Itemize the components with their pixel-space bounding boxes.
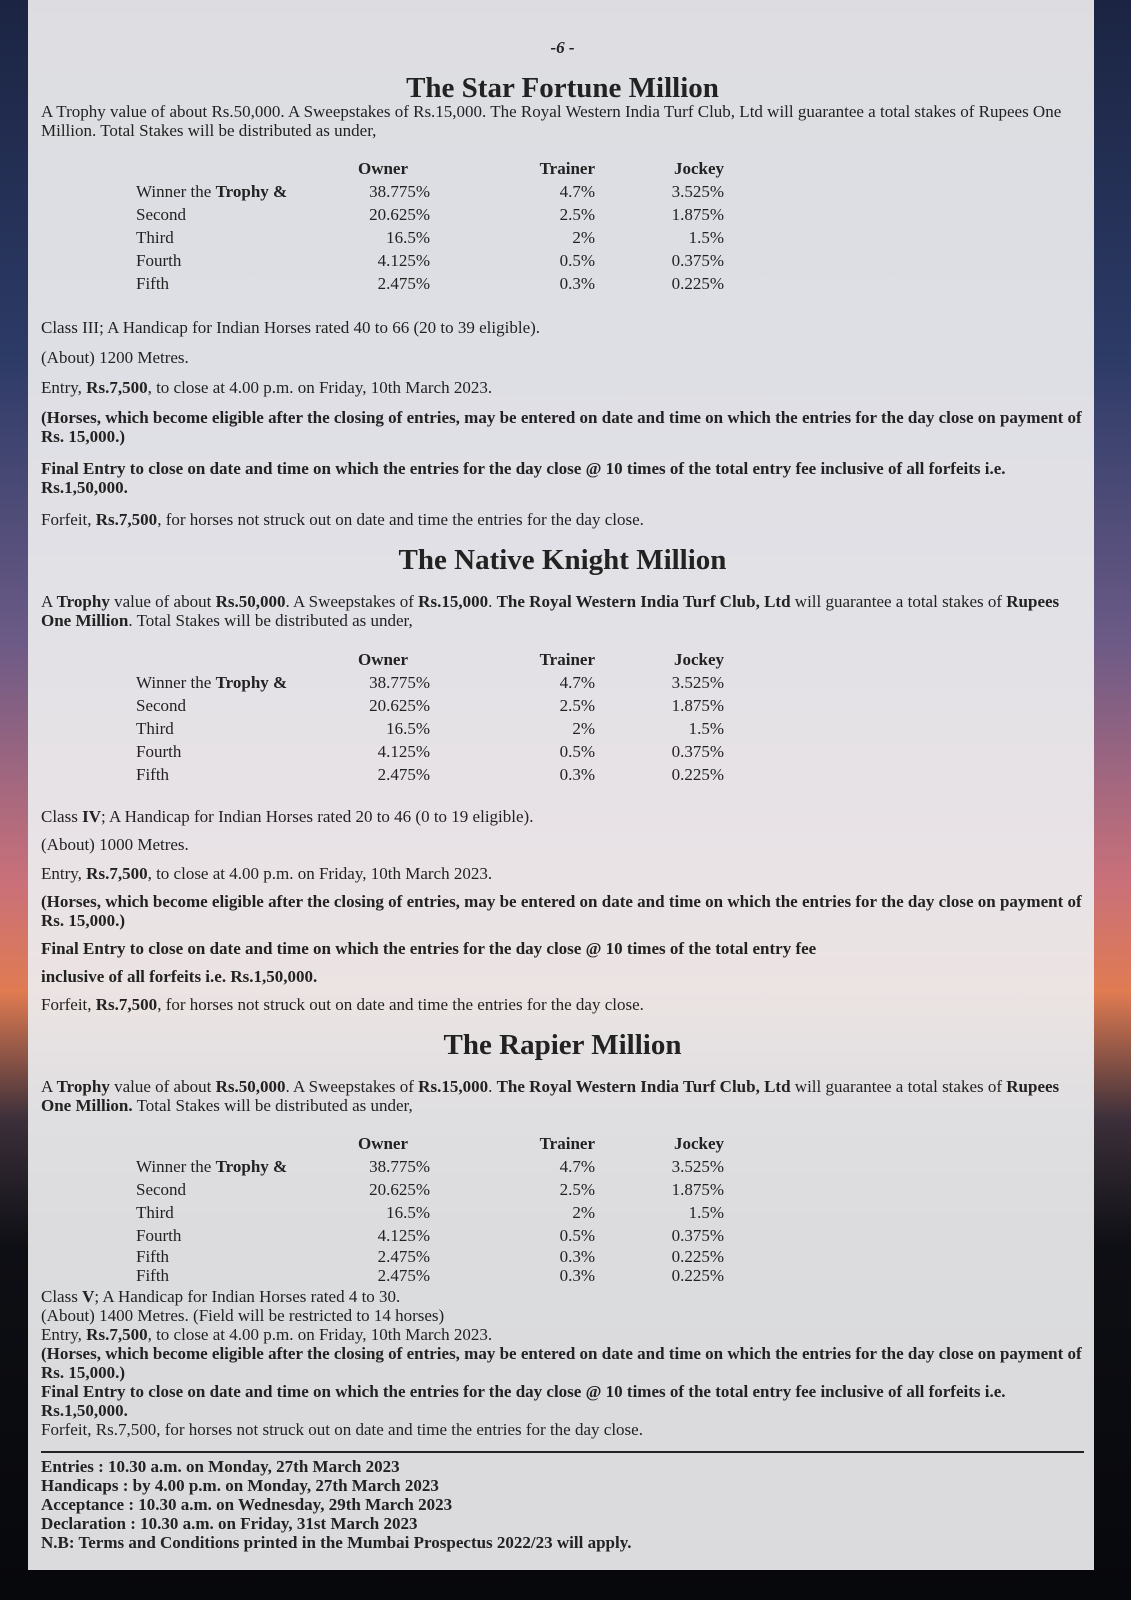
header-owner: Owner	[357, 650, 409, 669]
table-row	[136, 226, 724, 249]
jockey-cell: 1.5%	[688, 719, 724, 738]
position-cell: Winner the Trophy &	[136, 1157, 288, 1176]
trainer-cell: 2%	[572, 1203, 595, 1222]
position-cell: Fourth	[136, 1226, 182, 1245]
table-row	[136, 1224, 724, 1247]
trainer-cell: 0.3%	[559, 1247, 595, 1266]
race-class: Class IV; A Handicap for Indian Horses rated 20 to 46 (0 to 19 eligible).	[41, 807, 534, 826]
stakes-header-row	[136, 648, 724, 671]
jockey-cell: 0.375%	[671, 251, 724, 270]
race-entry: Entry, Rs.7,500, to close at 4.00 p.m. on Friday, 10th March 2023.	[41, 378, 493, 397]
position-cell: Winner the Trophy &	[136, 182, 288, 201]
header-blank	[136, 157, 336, 180]
schedule-note: N.B: Terms and Conditions printed in the Mumbai Prospectus 2022/23 will apply.	[41, 1533, 632, 1552]
final-entry-cont: inclusive of all forfeits i.e. Rs.1,50,000.	[41, 967, 318, 986]
jockey-cell: 0.225%	[671, 1266, 724, 1285]
table-row	[136, 694, 724, 717]
final-entry: Final Entry to close on date and time on which the entries for the day close @ 10 times of the total entry fee inclusive of all forfeits i.e. Rs.1,50,000.	[41, 1382, 1006, 1420]
position-cell: Fifth	[136, 765, 170, 784]
race-forfeit: Forfeit, Rs.7,500, for horses not struck out on date and time the entries for the day close.	[41, 1420, 643, 1439]
table-row	[136, 1247, 724, 1267]
race-title: The Native Knight Million	[398, 544, 727, 576]
position-cell: Third	[136, 719, 174, 738]
jockey-cell: 1.5%	[688, 1203, 724, 1222]
eligible-note: (Horses, which become eligible after the closing of entries, may be entered on date and time on which the entries for the day close on payment of Rs. 15,000.)	[41, 892, 1082, 930]
table-row	[136, 249, 724, 272]
header-trainer: Trainer	[539, 159, 595, 178]
eligible-note: (Horses, which become eligible after the closing of entries, may be entered on date and time on which the entries for the day close on payment of Rs. 15,000.)	[41, 408, 1082, 446]
position-cell: Second	[136, 1180, 187, 1199]
trainer-cell: 0.3%	[559, 765, 595, 784]
owner-cell: 4.125%	[377, 742, 430, 761]
schedule-handicaps: Handicaps : by 4.00 p.m. on Monday, 27th March 2023	[41, 1476, 439, 1495]
jockey-cell: 0.375%	[671, 1226, 724, 1245]
jockey-cell: 1.875%	[671, 1180, 724, 1199]
final-entry: Final Entry to close on date and time on which the entries for the day close @ 10 times of the total entry fee	[41, 939, 817, 958]
stakes-table	[136, 157, 724, 295]
owner-cell: 2.475%	[377, 274, 430, 293]
table-row	[136, 1155, 724, 1178]
header-blank	[136, 1132, 336, 1155]
position-cell: Fourth	[136, 251, 182, 270]
race-intro: A Trophy value of about Rs.50,000. A Sweepstakes of Rs.15,000. The Royal Western India Turf Club, Ltd will guarantee a total stakes of Rupees One Million. Total Stakes will be distributed as under,	[41, 102, 1062, 140]
header-trainer: Trainer	[539, 1134, 595, 1153]
header-blank	[136, 648, 336, 671]
stakes-header-row	[136, 1132, 724, 1155]
race-intro: A Trophy value of about Rs.50,000. A Sweepstakes of Rs.15,000. The Royal Western India Turf Club, Ltd will guarantee a total stakes of Rupees One Million. Total Stakes will be distributed as under,	[41, 1077, 1060, 1115]
position-cell: Fifth	[136, 274, 170, 293]
owner-cell: 2.475%	[377, 765, 430, 784]
table-row	[136, 763, 724, 786]
table-row	[136, 740, 724, 763]
position-cell: Winner the Trophy &	[136, 673, 288, 692]
jockey-cell: 0.225%	[671, 274, 724, 293]
race-distance: (About) 1400 Metres. (Field will be restricted to 14 horses)	[41, 1306, 445, 1325]
position-cell: Third	[136, 1203, 174, 1222]
table-row	[136, 717, 724, 740]
trainer-cell: 0.5%	[559, 1226, 595, 1245]
table-row	[136, 272, 724, 295]
race-forfeit: Forfeit, Rs.7,500, for horses not struck out on date and time the entries for the day close.	[41, 510, 644, 529]
position-cell: Fourth	[136, 742, 182, 761]
race-class: Class V; A Handicap for Indian Horses rated 4 to 30.	[41, 1287, 401, 1306]
stakes-table	[136, 648, 724, 786]
position-cell: Fifth	[136, 1247, 170, 1266]
position-cell: Third	[136, 228, 174, 247]
table-row	[136, 1267, 724, 1284]
trainer-cell: 0.5%	[559, 742, 595, 761]
table-row	[136, 203, 724, 226]
trainer-cell: 2.5%	[559, 1180, 595, 1199]
race-intro: A Trophy value of about Rs.50,000. A Sweepstakes of Rs.15,000. The Royal Western India Turf Club, Ltd will guarantee a total stakes of Rupees One Million. Total Stakes will be distributed as under,	[41, 592, 1060, 630]
trainer-cell: 2.5%	[559, 205, 595, 224]
trainer-cell: 4.7%	[559, 182, 595, 201]
owner-cell: 20.625%	[369, 696, 430, 715]
race-title: The Star Fortune Million	[406, 72, 719, 104]
header-jockey: Jockey	[673, 650, 724, 669]
trainer-cell: 2%	[572, 228, 595, 247]
race-title: The Rapier Million	[443, 1029, 682, 1061]
race-distance: (About) 1200 Metres.	[41, 348, 189, 367]
final-entry: Final Entry to close on date and time on which the entries for the day close @ 10 times of the total entry fee inclusive of all forfeits i.e. Rs.1,50,000.	[41, 459, 1006, 497]
owner-cell: 38.775%	[369, 673, 430, 692]
header-trainer: Trainer	[539, 650, 595, 669]
jockey-cell: 1.5%	[688, 228, 724, 247]
jockey-cell: 0.225%	[671, 765, 724, 784]
owner-cell: 38.775%	[369, 182, 430, 201]
jockey-cell: 3.525%	[671, 673, 724, 692]
owner-cell: 20.625%	[369, 205, 430, 224]
eligible-note: (Horses, which become eligible after the closing of entries, may be entered on date and time on which the entries for the day close on payment of Rs. 15,000.)	[41, 1344, 1082, 1382]
page-number: -6 -	[550, 38, 575, 57]
jockey-cell: 0.375%	[671, 742, 724, 761]
position-cell: Second	[136, 205, 187, 224]
divider	[41, 1451, 1084, 1453]
owner-cell: 2.475%	[377, 1247, 430, 1266]
race-forfeit: Forfeit, Rs.7,500, for horses not struck out on date and time the entries for the day close.	[41, 995, 644, 1014]
owner-cell: 16.5%	[386, 1203, 430, 1222]
stakes-header-row	[136, 157, 724, 180]
trainer-cell: 0.3%	[559, 274, 595, 293]
jockey-cell: 1.875%	[671, 205, 724, 224]
owner-cell: 16.5%	[386, 719, 430, 738]
trainer-cell: 0.5%	[559, 251, 595, 270]
owner-cell: 20.625%	[369, 1180, 430, 1199]
position-cell: Fifth	[136, 1266, 170, 1285]
jockey-cell: 1.875%	[671, 696, 724, 715]
jockey-cell: 3.525%	[671, 182, 724, 201]
header-jockey: Jockey	[673, 1134, 724, 1153]
table-row	[136, 671, 724, 694]
race-class: Class III; A Handicap for Indian Horses rated 40 to 66 (20 to 39 eligible).	[41, 318, 541, 337]
schedule-declaration: Declaration : 10.30 a.m. on Friday, 31st March 2023	[41, 1514, 418, 1533]
trainer-cell: 0.3%	[559, 1266, 595, 1285]
race-entry: Entry, Rs.7,500, to close at 4.00 p.m. on Friday, 10th March 2023.	[41, 864, 493, 883]
table-row	[136, 1201, 724, 1224]
trainer-cell: 4.7%	[559, 673, 595, 692]
trainer-cell: 2%	[572, 719, 595, 738]
header-jockey: Jockey	[673, 159, 724, 178]
trainer-cell: 4.7%	[559, 1157, 595, 1176]
table-row	[136, 1178, 724, 1201]
owner-cell: 4.125%	[377, 1226, 430, 1245]
trainer-cell: 2.5%	[559, 696, 595, 715]
owner-cell: 16.5%	[386, 228, 430, 247]
position-cell: Second	[136, 696, 187, 715]
stakes-table	[136, 1132, 724, 1284]
owner-cell: 2.475%	[377, 1266, 430, 1285]
owner-cell: 38.775%	[369, 1157, 430, 1176]
jockey-cell: 0.225%	[671, 1247, 724, 1266]
schedule-block	[41, 1457, 1084, 1552]
header-owner: Owner	[357, 1134, 409, 1153]
jockey-cell: 3.525%	[671, 1157, 724, 1176]
race-distance: (About) 1000 Metres.	[41, 835, 189, 854]
schedule-entries: Entries : 10.30 a.m. on Monday, 27th March 2023	[41, 1457, 400, 1476]
owner-cell: 4.125%	[377, 251, 430, 270]
header-owner: Owner	[357, 159, 409, 178]
schedule-acceptance: Acceptance : 10.30 a.m. on Wednesday, 29th March 2023	[41, 1495, 453, 1514]
table-row	[136, 180, 724, 203]
prospectus-page	[28, 0, 1094, 1570]
race-entry: Entry, Rs.7,500, to close at 4.00 p.m. on Friday, 10th March 2023.	[41, 1325, 493, 1344]
